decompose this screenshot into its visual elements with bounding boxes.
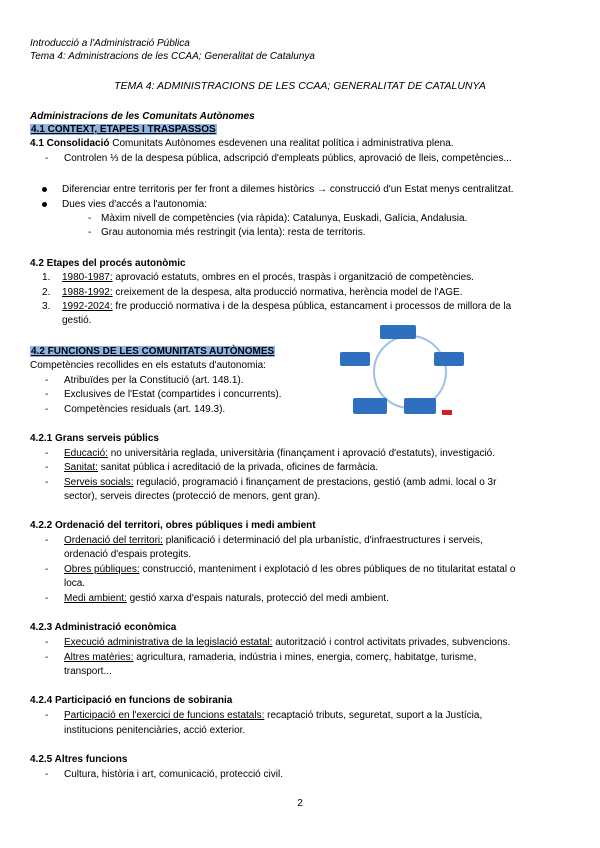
page-number: 2 [297, 798, 303, 809]
list-item-continuation: loca. [64, 578, 86, 589]
document-title: TEMA 4: ADMINISTRACIONS DE LES CCAA; GENERALITAT DE CATALUNYA [114, 80, 486, 92]
cycle-box-bottom-left [353, 398, 387, 414]
list-item-continuation: sector), serveis directes (protecció de menors, gent gran). [64, 491, 321, 502]
heading-4-2-3: 4.2.3 Administració econòmica [30, 622, 177, 633]
consolidacio-paragraph: 4.1 Consolidació Comunitats Autònomes esdevenen una realitat política i administrativa plena. [30, 138, 454, 149]
running-header-course: Introducció a l'Administració Pública [30, 38, 190, 49]
cycle-diagram-svg [338, 322, 570, 422]
list-item: 1. 1980-1987: aprovació estatuts, ombres en el procés, traspàs i organització de competències. [42, 272, 474, 283]
cycle-ring [374, 336, 446, 408]
heading-4-2-4: 4.2.4 Participació en funcions de sobirania [30, 695, 233, 706]
running-header-topic: Tema 4: Administracions de les CCAA; Generalitat de Catalunya [30, 51, 315, 62]
list-item-continuation: gestió. [62, 315, 92, 326]
cycle-box-left [340, 352, 370, 366]
heading-4-2-2: 4.2.2 Ordenació del territori, obres públiques i medi ambient [30, 520, 316, 531]
heading-4-1: 4.1 CONTEXT, ETAPES I TRASPASSOS [31, 124, 216, 135]
section-title: Administracions de les Comunitats Autònomes [30, 111, 255, 122]
cycle-diagram-figure [338, 322, 570, 422]
list-item-continuation: transport... [64, 666, 112, 677]
cycle-box-right [434, 352, 464, 366]
heading-4-2-1: 4.2.1 Grans serveis públics [30, 433, 159, 444]
heading-4-2-5: 4.2.5 Altres funcions [30, 754, 128, 765]
list-item-continuation: institucions penitenciàries, acció exterior. [64, 725, 246, 736]
cycle-box-top [380, 325, 416, 339]
list-item-continuation: ordenació d'espais protegits. [64, 549, 191, 560]
list-item: 2. 1988-1992: creixement de la despesa, alta producció normativa, herència model de l'AGE. [42, 287, 463, 298]
logo-mark [442, 410, 452, 415]
list-item: 3. 1992-2024: fre producció normativa i de la despesa pública, estancament i processos de millora de la [42, 301, 512, 312]
heading-4-2-etapes: 4.2 Etapes del procés autonòmic [30, 258, 186, 269]
cycle-box-bottom-right [404, 398, 436, 414]
heading-4-2-funcions: 4.2 FUNCIONS DE LES COMUNITATS AUTÒNOMES [31, 346, 275, 357]
funcions-intro: Competències recollides en els estatuts d'autonomia: [30, 360, 266, 371]
